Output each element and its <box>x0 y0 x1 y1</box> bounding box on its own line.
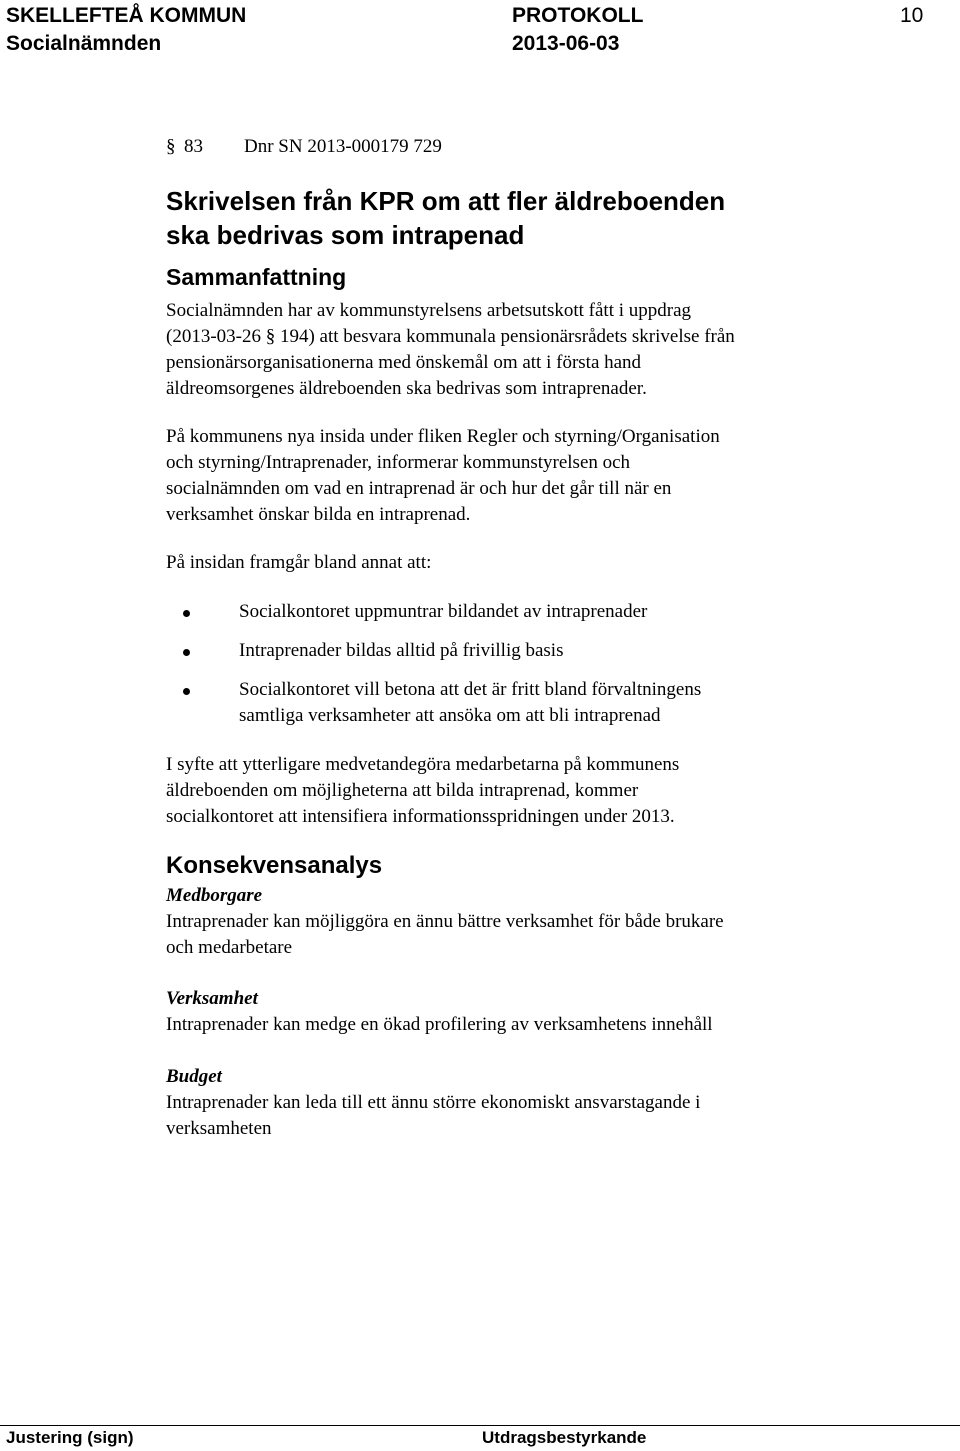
bullet-icon <box>183 649 190 656</box>
text-line: (2013-03-26 § 194) att besvara kommunala pensionärsrådets skrivelse från <box>166 326 735 347</box>
sammanfattning-paragraph-2 <box>166 424 886 528</box>
title-line: ska bedrivas som intrapenad <box>166 220 525 250</box>
budget-text <box>166 1090 886 1142</box>
text-line: Socialkontoret uppmuntrar bildandet av intraprenader <box>239 601 648 622</box>
verksamhet-heading: Verksamhet <box>166 988 258 1009</box>
header-committee: Socialnämnden <box>6 32 162 55</box>
text-line: Intraprenader kan medge en ökad profilering av verksamhetens innehåll <box>166 1014 713 1035</box>
text-line: och medarbetare <box>166 937 293 958</box>
text-line: äldreomsorgenes äldreboenden ska bedrivas som intraprenader. <box>166 378 647 399</box>
dnr-number: Dnr SN 2013-000179 729 <box>244 136 442 157</box>
section-symbol: § <box>166 136 176 157</box>
header-doc-type: PROTOKOLL <box>512 4 644 27</box>
text-line: verksamhet önskar bilda en intraprenad. <box>166 504 471 525</box>
konsekvensanalys-heading: Konsekvensanalys <box>166 852 383 879</box>
text-line: socialkontoret att intensifiera informationsspridningen under 2013. <box>166 806 675 827</box>
header-org: SKELLEFTEÅ KOMMUN <box>6 4 247 27</box>
text-line: Socialnämnden har av kommunstyrelsens arbetsutskott fått i uppdrag <box>166 300 692 321</box>
footer-divider <box>0 1425 960 1426</box>
text-line: och styrning/Intraprenader, informerar kommunstyrelsen och <box>166 452 631 473</box>
budget-heading: Budget <box>166 1066 222 1087</box>
text-line: Intraprenader bildas alltid på frivillig basis <box>239 640 564 661</box>
header-page-number: 10 <box>900 4 924 27</box>
text-line: Intraprenader kan leda till ett ännu större ekonomiskt ansvarstagande i <box>166 1092 701 1113</box>
footer-justering: Justering (sign) <box>6 1428 134 1447</box>
text-line: verksamheten <box>166 1118 272 1139</box>
section-number: 83 <box>184 136 203 157</box>
bullet-icon <box>183 610 190 617</box>
title-line: Skrivelsen från KPR om att fler äldreboenden <box>166 186 726 216</box>
case-line <box>166 134 442 160</box>
sammanfattning-paragraph-3 <box>166 752 886 830</box>
intro-line: På insidan framgår bland annat att: <box>166 552 432 573</box>
footer-utdragsbestyrkande: Utdragsbestyrkande <box>482 1428 647 1447</box>
text-line: I syfte att ytterligare medvetandegöra medarbetarna på kommunens <box>166 754 680 775</box>
medborgare-text <box>166 909 886 961</box>
sammanfattning-paragraph-1 <box>166 298 886 402</box>
text-line: På kommunens nya insida under fliken Regler och styrning/Organisation <box>166 426 720 447</box>
header-date: 2013-06-03 <box>512 32 620 55</box>
list-item <box>166 677 886 729</box>
text-line: Socialkontoret vill betona att det är fritt bland förvaltningens <box>239 679 702 700</box>
text-line: äldreboenden om möjligheterna att bilda intraprenad, kommer <box>166 780 639 801</box>
verksamhet-text <box>166 1012 886 1038</box>
page-title <box>166 184 725 252</box>
list-item <box>166 638 886 664</box>
text-line: pensionärsorganisationerna med önskemål om att i första hand <box>166 352 642 373</box>
bullet-list <box>166 599 886 742</box>
text-line: Intraprenader kan möjliggöra en ännu bättre verksamhet för både brukare <box>166 911 724 932</box>
list-item <box>166 599 886 625</box>
text-line: socialnämnden om vad en intraprenad är och hur det går till när en <box>166 478 672 499</box>
sammanfattning-heading: Sammanfattning <box>166 264 347 290</box>
text-line: samtliga verksamheter att ansöka om att bli intraprenad <box>239 705 661 726</box>
bullet-icon <box>183 688 190 695</box>
medborgare-heading: Medborgare <box>166 885 263 906</box>
